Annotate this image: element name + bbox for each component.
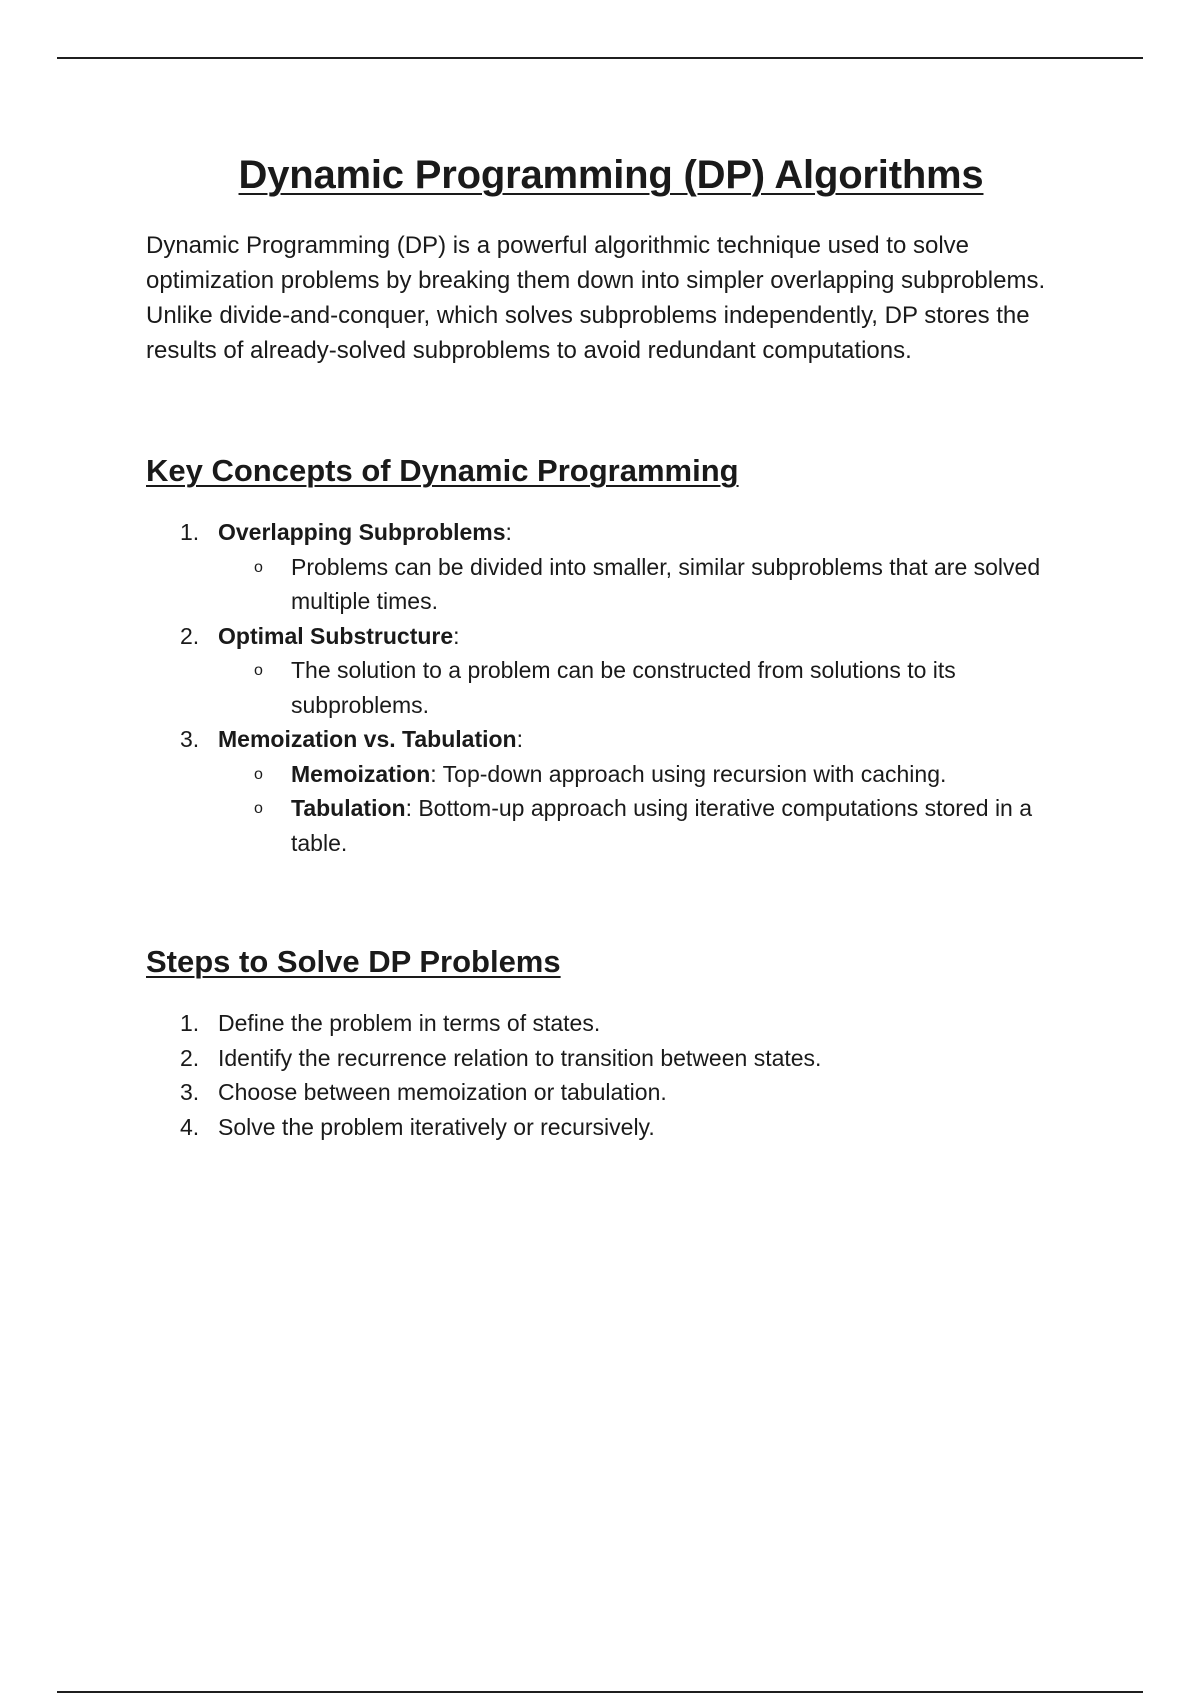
steps-heading: Steps to Solve DP Problems: [146, 944, 561, 979]
step-text: Identify the recurrence relation to transition between states.: [218, 1044, 822, 1071]
step-text: Solve the problem iteratively or recursively.: [218, 1113, 655, 1140]
circle-bullet-icon: o: [254, 765, 263, 783]
list-number: 1.: [180, 519, 200, 545]
list-number: 3.: [180, 726, 200, 752]
list-number: 3.: [180, 1079, 200, 1105]
key-concepts-list: [146, 515, 1076, 860]
document-body: [146, 148, 1076, 1144]
sub-item-separator: :: [405, 795, 419, 821]
sub-list: [218, 757, 1076, 861]
intro-paragraph: Dynamic Programming (DP) is a powerful algorithmic technique used to solve optimization problems by breaking them down into simpler overlapping subproblems. Unlike divide-and-conquer, which solves subproblems independently, DP stores the results of already-solved subproblems to avoid redundant computations.: [146, 232, 1046, 364]
list-number: 2.: [180, 1044, 200, 1071]
concept-label: Overlapping Subproblems: [218, 519, 506, 545]
sub-list: [218, 550, 1076, 619]
list-number: 2.: [180, 622, 200, 649]
steps-list: [146, 1006, 1076, 1144]
header-rule: [57, 57, 1143, 59]
sub-list-item: [218, 757, 1076, 792]
page-title: Dynamic Programming (DP) Algorithms: [238, 153, 984, 197]
sub-item-label: Tabulation: [291, 795, 406, 821]
sub-item-label: Memoization: [291, 760, 431, 787]
sub-item-text: Problems can be divided into smaller, similar subproblems that are solved multiple times.: [291, 553, 1041, 614]
concept-label: Memoization vs. Tabulation: [218, 726, 517, 752]
sub-item-text: The solution to a problem can be constructed from solutions to its subproblems.: [291, 657, 956, 718]
step-text: Choose between memoization or tabulation.: [218, 1079, 667, 1105]
concept-suffix: :: [453, 622, 460, 649]
sub-list-item: [218, 653, 1076, 722]
list-item: [146, 1006, 1076, 1041]
step-text: Define the problem in terms of states.: [218, 1010, 601, 1036]
list-item: [146, 722, 1076, 860]
sub-list-item: [218, 791, 1076, 860]
concept-label: Optimal Substructure: [218, 622, 454, 649]
sub-item-separator: :: [430, 760, 443, 787]
concept-suffix: :: [516, 726, 523, 752]
concept-suffix: :: [505, 519, 512, 545]
list-item: [146, 1075, 1076, 1110]
list-number: 1.: [180, 1010, 200, 1036]
list-number: 4.: [180, 1113, 200, 1140]
circle-bullet-icon: o: [254, 800, 263, 817]
circle-bullet-icon: o: [254, 558, 263, 576]
list-item: [146, 619, 1076, 723]
sub-item-text: Bottom-up approach using iterative computations stored in a table.: [291, 795, 1033, 856]
circle-bullet-icon: o: [254, 662, 263, 679]
footer-rule: [57, 1691, 1143, 1693]
list-item: [146, 515, 1076, 619]
sub-item-text: Top-down approach using recursion with caching.: [442, 760, 947, 787]
sub-list: [218, 653, 1076, 722]
key-concepts-heading: Key Concepts of Dynamic Programming: [146, 453, 739, 488]
list-item: [146, 1110, 1076, 1145]
list-item: [146, 1041, 1076, 1076]
sub-list-item: [218, 550, 1076, 619]
